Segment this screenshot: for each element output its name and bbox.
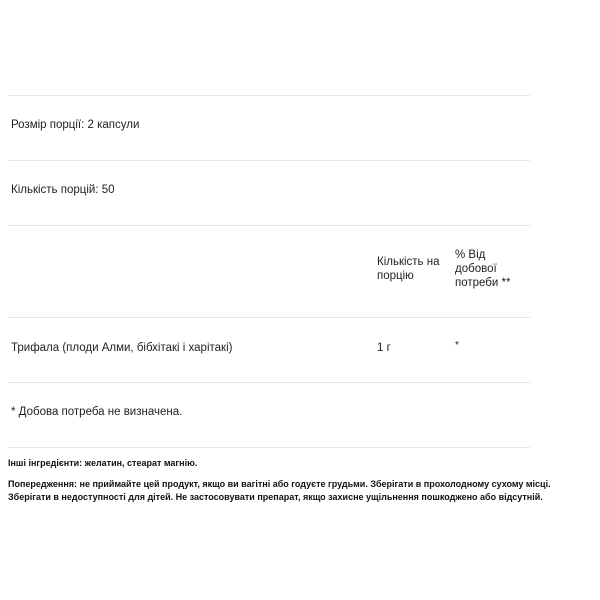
footnote: * Добова потреба не визначена. xyxy=(11,406,183,418)
divider xyxy=(8,160,530,161)
divider xyxy=(8,95,530,96)
serving-size: Розмір порції: 2 капсули xyxy=(11,119,140,131)
ingredient-daily-value: * xyxy=(455,340,459,351)
header-amount: Кількість на порцію xyxy=(377,256,440,282)
divider xyxy=(8,317,530,318)
divider xyxy=(8,447,530,448)
divider xyxy=(8,225,530,226)
warning: Попередження: не приймайте цей продукт, якщо ви вагітні або годуєте грудьми. Зберігати в прохолодному сухому місці. Зберігати в недоступності для дітей. Не застосовувати препарат, якщо захисне ущільнення пошкоджено або відсутній. xyxy=(8,479,551,502)
ingredient-amount: 1 г xyxy=(377,342,391,354)
other-ingredients: Інші інгредієнти: желатин, стеарат магнію. xyxy=(8,458,198,468)
servings-count: Кількість порцій: 50 xyxy=(11,184,115,196)
header-daily-value: % Від добової потреби ** xyxy=(455,249,511,289)
divider xyxy=(8,382,530,383)
ingredient-name: Трифала (плоди Алми, бібхітакі і харітакі) xyxy=(11,342,233,354)
